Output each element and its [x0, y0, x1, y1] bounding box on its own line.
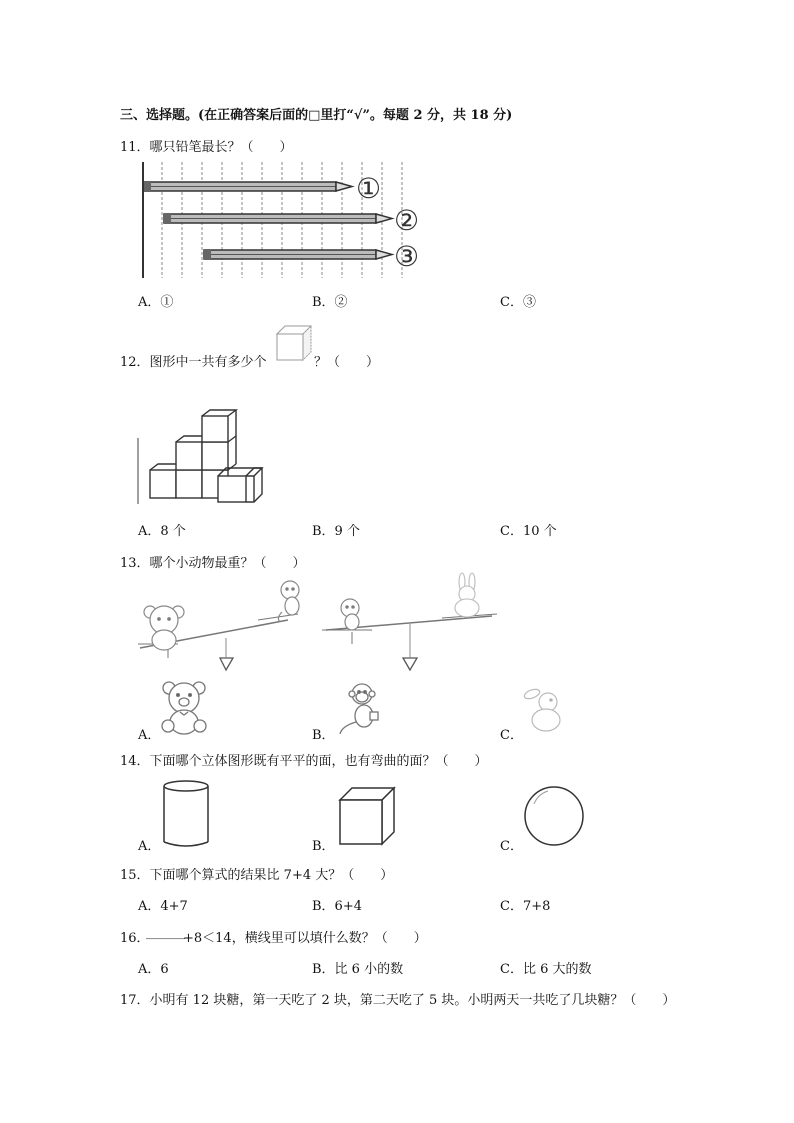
question-16-blank[interactable]: ______ — [146, 925, 185, 940]
pencil-label-2: ② — [394, 204, 420, 237]
rabbit-icon — [522, 684, 566, 734]
q13-option-c[interactable]: C． — [500, 728, 523, 743]
q12-option-b[interactable]: B．9 个 — [312, 524, 360, 539]
question-14-stem: 14．下面哪个立体图形既有平平的面，也有弯曲的面？（ ） — [120, 754, 488, 769]
question-12-stem-end: ？（ ） — [314, 355, 380, 370]
q13-option-b[interactable]: B． — [312, 728, 335, 743]
question-15-stem: 15．下面哪个算式的结果比 7+4 大？（ ） — [120, 868, 394, 883]
pencil-label-1: ① — [356, 172, 382, 205]
cube-icon — [336, 786, 396, 848]
q13-option-a[interactable]: A． — [138, 728, 161, 743]
q11-option-a[interactable]: A．① — [138, 295, 174, 310]
q12-option-c[interactable]: C．10 个 — [500, 524, 557, 539]
q14-option-a[interactable]: A． — [138, 839, 161, 854]
q14-option-c[interactable]: C． — [500, 839, 523, 854]
teddy-bear-icon — [160, 680, 210, 736]
section-header: 三、选择题。(在正确答案后面的□里打“√”。每题 2 分，共 18 分) — [120, 108, 513, 123]
q16-option-a[interactable]: A．6 — [138, 962, 169, 977]
q15-option-b[interactable]: B．6+4 — [312, 899, 362, 914]
question-16-stem: +8＜14，横线里可以填什么数？（ ） — [183, 931, 427, 946]
q11-option-b[interactable]: B．② — [312, 295, 348, 310]
pencil-2 — [164, 214, 392, 223]
cube-unit-icon — [275, 324, 313, 362]
q15-option-c[interactable]: C．7+8 — [500, 899, 551, 914]
teddy-bear-icon — [144, 606, 184, 650]
pencil-1 — [144, 182, 352, 191]
question-17-stem: 17．小明有 12 块糖，第一天吃了 2 块，第二天吃了 5 块。小明两天一共吃了几块糖？（ ） — [120, 993, 676, 1008]
q11-option-c[interactable]: C．③ — [500, 295, 536, 310]
question-12-stem: 12．图形中一共有多少个 — [120, 355, 267, 370]
cylinder-icon — [160, 778, 212, 850]
pencil-label-3: ③ — [394, 240, 420, 273]
sphere-icon — [522, 784, 586, 848]
monkey-icon — [334, 682, 386, 736]
stacked-cubes-figure — [138, 408, 268, 508]
q16-option-c[interactable]: C．比 6 大的数 — [500, 962, 592, 977]
seesaw-bear-vs-monkey — [138, 576, 318, 676]
pencil-3 — [204, 250, 392, 259]
q16-option-b[interactable]: B．比 6 小的数 — [312, 962, 404, 977]
question-16-number: 16． — [120, 931, 150, 946]
question-13-stem: 13．哪个小动物最重？（ ） — [120, 556, 306, 571]
q14-option-b[interactable]: B． — [312, 839, 335, 854]
q15-option-a[interactable]: A．4+7 — [138, 899, 188, 914]
question-11-stem: 11．哪只铅笔最长？（ ） — [120, 140, 293, 155]
seesaw-monkey-vs-rabbit — [322, 576, 502, 676]
monkey-icon — [341, 599, 359, 630]
q12-option-a[interactable]: A．8 个 — [138, 524, 186, 539]
rabbit-icon — [455, 573, 479, 617]
pencils-figure — [140, 160, 430, 280]
